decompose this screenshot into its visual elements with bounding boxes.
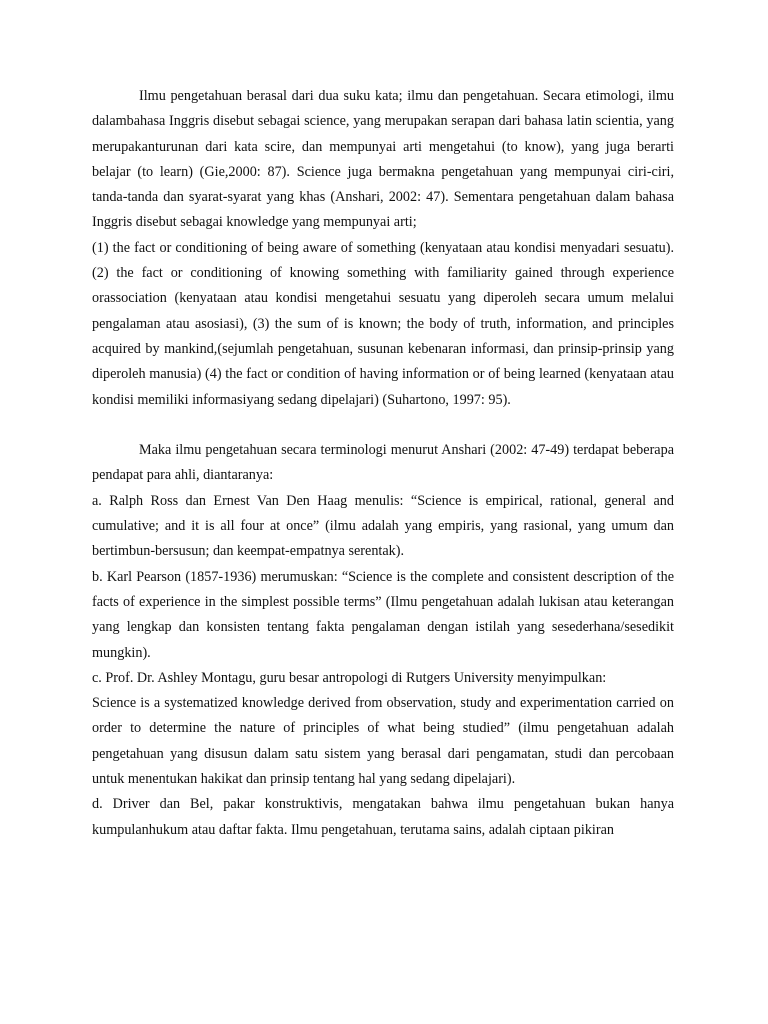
- document-page: [92, 84, 674, 843]
- paragraph-terminology-intro: Maka ilmu pengetahuan secara terminologi menurut Anshari (2002: 47-49) terdapat beberapa pendapat para ahli, diantaranya:: [92, 442, 674, 484]
- paragraph-item-c: c. Prof. Dr. Ashley Montagu, guru besar antropologi di Rutgers University menyimpulkan:: [92, 669, 607, 686]
- paragraph-item-c-quote: Science is a systematized knowledge derived from observation, study and experimentation carried on order to determine the nature of principles of what being studied” (ilmu pengetahuan adalah pengetahuan yang disusun dalam satu sistem yang berasal dari pengamatan, studi dan percobaan untuk menentukan hakikat dan prinsip tentang hal yang sedang dipelajari).: [92, 695, 674, 788]
- paragraph-etymology: Ilmu pengetahuan berasal dari dua suku kata; ilmu dan pengetahuan. Secara etimologi, ilmu dalambahasa Inggris disebut sebagai science, yang merupakan serapan dari bahasa latin scientia, yang merupakanturunan dari kata scire, dan mempunyai arti mengetahui (to know), yang juga berarti belajar (to learn) (Gie,2000: 87). Science juga bermakna pengetahuan yang mempunyai ciri-ciri, tanda-tanda dan syarat-syarat yang khas (Anshari, 2002: 47). Sementara pengetahuan dalam bahasa Inggris disebut sebagai knowledge yang mempunyai arti;: [92, 88, 674, 231]
- paragraph-item-b: b. Karl Pearson (1857-1936) merumuskan: “Science is the complete and consistent description of the facts of experience in the simplest possible terms” (Ilmu pengetahuan adalah lukisan atau keterangan yang lengkap dan konsisten tentang fakta pengalaman dengan istilah yang sesederhana/sesedikit mungkin).: [92, 568, 674, 661]
- paragraph-item-d: d. Driver dan Bel, pakar konstruktivis, mengatakan bahwa ilmu pengetahuan bukan hanya kumpulanhukum atau daftar fakta. Ilmu pengetahuan, terutama sains, adalah ciptaan pikiran: [92, 796, 674, 838]
- paragraph-knowledge-definitions: (1) the fact or conditioning of being aware of something (kenyataan atau kondisi menyadari sesuatu). (2) the fact or conditioning of knowing something with familiarity gained through experience orassociation (kenyataan atau kondisi mengetahui sesuatu yang diperoleh secara umum melalui pengalaman atau asosiasi), (3) the sum of is known; the body of truth, information, and principles acquired by mankind,(sejumlah pengetahuan, susunan kebenaran informasi, dan prinsip-prinsip yang diperoleh manusia) (4) the fact or condition of having information or of being learned (kenyataan atau kondisi memiliki informasiyang sedang dipelajari) (Suhartono, 1997: 95).: [92, 239, 674, 408]
- paragraph-item-a: a. Ralph Ross dan Ernest Van Den Haag menulis: “Science is empirical, rational, general and cumulative; and it is all four at once” (ilmu adalah yang empiris, yang rasional, yang umum dan bertimbun-bersusun; dan keempat-empatnya serentak).: [92, 492, 674, 560]
